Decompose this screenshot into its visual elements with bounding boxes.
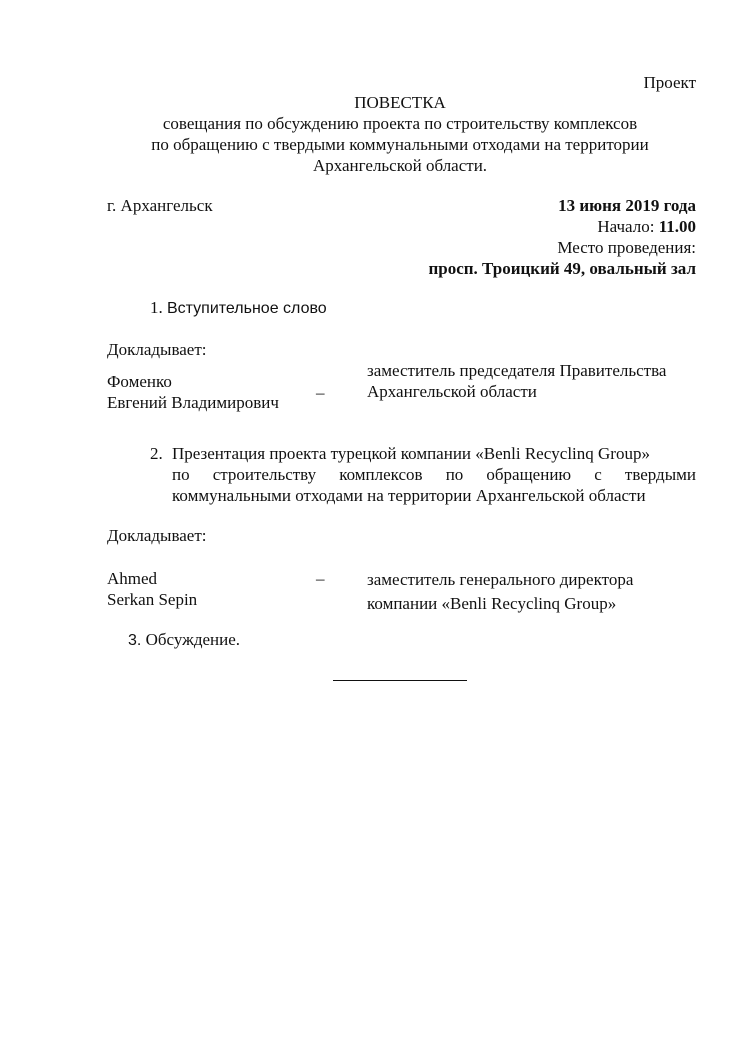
title-line-2: по обращению с твердыми коммунальными отходами на территории bbox=[151, 135, 649, 154]
agenda-item-2-title-line-1: Презентация проекта турецкой компании «Benli Recyclinq Group» bbox=[172, 444, 650, 463]
speaker-2-name-line-1: Ahmed bbox=[107, 569, 158, 588]
venue-address: просп. Троицкий 49, овальный зал bbox=[428, 259, 696, 278]
agenda-item-2-title-line-2: по строительству комплексов по обращению с твердыми bbox=[172, 465, 696, 484]
venue-label: Место проведения: bbox=[557, 238, 696, 257]
agenda-item-3-title: Обсуждение. bbox=[145, 630, 241, 649]
speaker-1-role-line-1: заместитель председателя Правительства bbox=[367, 361, 667, 380]
closing-separator bbox=[333, 680, 467, 681]
title-line-1: совещания по обсуждению проекта по строительству комплексов bbox=[162, 114, 638, 133]
start-time: 11.00 bbox=[658, 217, 696, 236]
agenda-item-2-number: 2. bbox=[150, 444, 163, 463]
agenda-item-3 bbox=[128, 629, 240, 651]
speaker-2-role-line-1: заместитель генерального директора bbox=[367, 570, 634, 589]
speaker-1-name-line-1: Фоменко bbox=[107, 372, 172, 391]
speaker-label-1: Докладывает: bbox=[107, 340, 207, 359]
speaker-1-name-line-2: Евгений Владимирович bbox=[107, 393, 279, 412]
speaker-2-role-line-2: компании «Benli Recyclinq Group» bbox=[367, 594, 617, 613]
speaker-2-name-line-2: Serkan Sepin bbox=[107, 590, 198, 609]
agenda-item-1-title: Вступительное слово bbox=[167, 300, 327, 317]
agenda-item-2-title-line-3: коммунальными отходами на территории Архангельской области bbox=[172, 486, 646, 505]
agenda-item-1 bbox=[150, 297, 327, 319]
agenda-item-1-number: 1. bbox=[150, 298, 163, 317]
speaker-1-dash: – bbox=[316, 383, 325, 402]
meeting-city: г. Архангельск bbox=[107, 196, 213, 215]
speaker-2-dash: – bbox=[316, 569, 325, 588]
start-label: Начало: bbox=[597, 217, 655, 236]
meeting-date: 13 июня 2019 года bbox=[558, 196, 696, 215]
speaker-label-2: Докладывает: bbox=[107, 526, 207, 545]
speaker-1-role-line-2: Архангельской области bbox=[367, 382, 537, 401]
title-line-3: Архангельской области. bbox=[312, 156, 488, 175]
meeting-start bbox=[597, 216, 696, 237]
document-status: Проект bbox=[643, 73, 696, 92]
agenda-item-3-number: 3. bbox=[128, 632, 142, 649]
document-title: ПОВЕСТКА bbox=[354, 93, 446, 112]
